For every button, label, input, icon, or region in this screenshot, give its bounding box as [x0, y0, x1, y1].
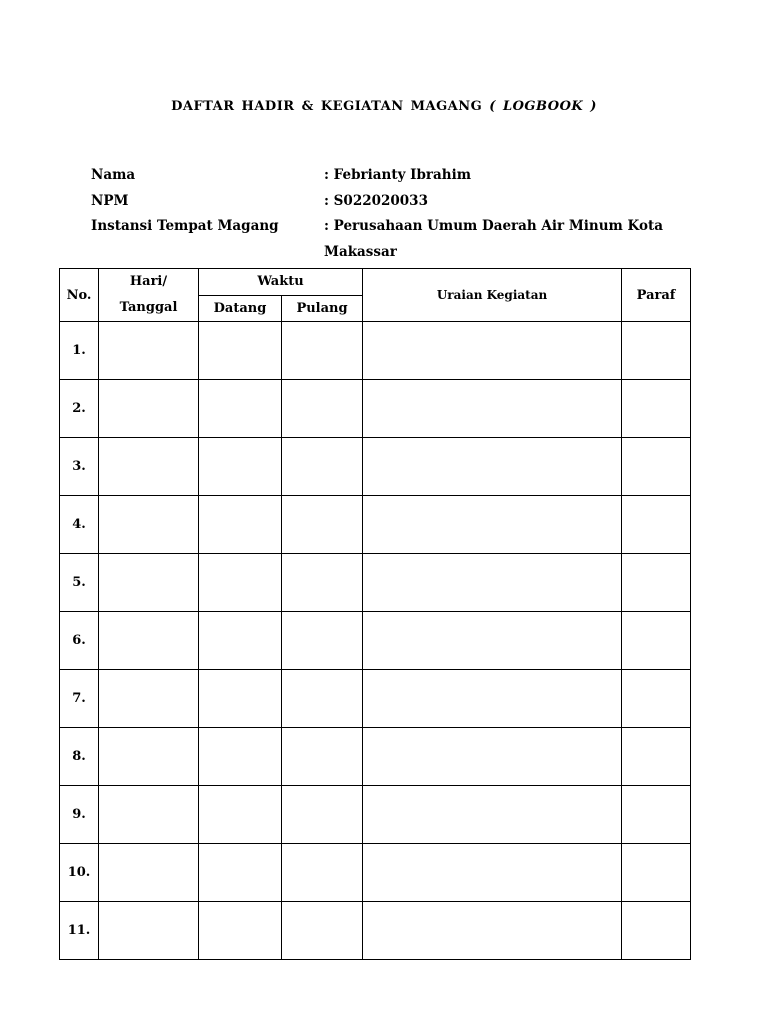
table-row — [60, 902, 691, 960]
cell-datang[interactable] — [199, 844, 282, 902]
table-row — [60, 786, 691, 844]
cell-paraf[interactable] — [622, 844, 691, 902]
cell-paraf[interactable] — [622, 612, 691, 670]
cell-uraian-kegiatan[interactable] — [363, 844, 622, 902]
cell-datang[interactable] — [199, 496, 282, 554]
cell-pulang[interactable] — [282, 786, 363, 844]
info-value: : Febrianty Ibrahim — [324, 167, 471, 183]
cell-paraf[interactable] — [622, 554, 691, 612]
row-number: 1. — [60, 322, 99, 380]
cell-pulang[interactable] — [282, 380, 363, 438]
header-no: No. — [60, 269, 99, 322]
info-row-npm — [91, 189, 701, 215]
cell-paraf[interactable] — [622, 322, 691, 380]
cell-pulang[interactable] — [282, 728, 363, 786]
header-uraian-kegiatan: Uraian Kegiatan — [363, 269, 622, 322]
cell-hari-tanggal[interactable] — [99, 844, 199, 902]
cell-hari-tanggal[interactable] — [99, 554, 199, 612]
cell-hari-tanggal[interactable] — [99, 786, 199, 844]
cell-paraf[interactable] — [622, 902, 691, 960]
cell-uraian-kegiatan[interactable] — [363, 380, 622, 438]
cell-uraian-kegiatan[interactable] — [363, 786, 622, 844]
header-hari: Hari/ — [129, 274, 168, 289]
info-row-nama — [91, 163, 701, 189]
cell-uraian-kegiatan[interactable] — [363, 322, 622, 380]
cell-datang[interactable] — [199, 612, 282, 670]
table-row — [60, 670, 691, 728]
cell-hari-tanggal[interactable] — [99, 728, 199, 786]
cell-paraf[interactable] — [622, 786, 691, 844]
header-waktu: Waktu — [199, 269, 363, 296]
table-row — [60, 380, 691, 438]
cell-datang[interactable] — [199, 380, 282, 438]
title-sub: ( LOGBOOK ) — [489, 99, 597, 114]
cell-uraian-kegiatan[interactable] — [363, 670, 622, 728]
row-number: 4. — [60, 496, 99, 554]
cell-uraian-kegiatan[interactable] — [363, 902, 622, 960]
info-value: : Perusahaan Umum Daerah Air Minum Kota Makassar — [324, 218, 663, 260]
cell-datang[interactable] — [199, 438, 282, 496]
cell-datang[interactable] — [199, 554, 282, 612]
table-row — [60, 322, 691, 380]
cell-hari-tanggal[interactable] — [99, 380, 199, 438]
row-number: 6. — [60, 612, 99, 670]
table-row — [60, 438, 691, 496]
table-row — [60, 612, 691, 670]
cell-uraian-kegiatan[interactable] — [363, 496, 622, 554]
row-number: 9. — [60, 786, 99, 844]
header-paraf: Paraf — [622, 269, 691, 322]
cell-datang[interactable] — [199, 902, 282, 960]
table-row — [60, 728, 691, 786]
cell-hari-tanggal[interactable] — [99, 496, 199, 554]
cell-datang[interactable] — [199, 728, 282, 786]
cell-hari-tanggal[interactable] — [99, 322, 199, 380]
table-header — [60, 269, 691, 322]
table-row — [60, 496, 691, 554]
table-body — [60, 322, 691, 960]
info-row-instansi — [91, 214, 701, 265]
cell-hari-tanggal[interactable] — [99, 902, 199, 960]
cell-uraian-kegiatan[interactable] — [363, 728, 622, 786]
table-row — [60, 844, 691, 902]
cell-paraf[interactable] — [622, 728, 691, 786]
cell-uraian-kegiatan[interactable] — [363, 438, 622, 496]
page-title — [0, 99, 768, 114]
info-label: Nama — [91, 167, 136, 183]
header-hari-tanggal — [99, 269, 199, 322]
header-datang: Datang — [199, 295, 282, 322]
row-number: 7. — [60, 670, 99, 728]
row-number: 8. — [60, 728, 99, 786]
cell-uraian-kegiatan[interactable] — [363, 554, 622, 612]
header-pulang: Pulang — [282, 295, 363, 322]
row-number: 10. — [60, 844, 99, 902]
info-label: NPM — [91, 192, 129, 209]
cell-datang[interactable] — [199, 670, 282, 728]
table-row — [60, 554, 691, 612]
cell-paraf[interactable] — [622, 380, 691, 438]
student-info — [91, 163, 701, 265]
header-tanggal: Tanggal — [119, 300, 178, 315]
cell-pulang[interactable] — [282, 902, 363, 960]
row-number: 3. — [60, 438, 99, 496]
cell-hari-tanggal[interactable] — [99, 612, 199, 670]
logbook-table — [59, 268, 691, 960]
cell-paraf[interactable] — [622, 438, 691, 496]
cell-datang[interactable] — [199, 322, 282, 380]
cell-uraian-kegiatan[interactable] — [363, 612, 622, 670]
info-value: : S022020033 — [324, 192, 428, 209]
info-label: Instansi Tempat Magang — [91, 218, 279, 234]
row-number: 5. — [60, 554, 99, 612]
cell-hari-tanggal[interactable] — [99, 670, 199, 728]
cell-pulang[interactable] — [282, 612, 363, 670]
cell-pulang[interactable] — [282, 496, 363, 554]
cell-pulang[interactable] — [282, 438, 363, 496]
cell-hari-tanggal[interactable] — [99, 438, 199, 496]
cell-pulang[interactable] — [282, 322, 363, 380]
title-main: DAFTAR HADIR & KEGIATAN MAGANG — [171, 99, 490, 114]
cell-pulang[interactable] — [282, 844, 363, 902]
cell-paraf[interactable] — [622, 496, 691, 554]
cell-pulang[interactable] — [282, 554, 363, 612]
row-number: 11. — [60, 902, 99, 960]
row-number: 2. — [60, 380, 99, 438]
cell-datang[interactable] — [199, 786, 282, 844]
cell-pulang[interactable] — [282, 670, 363, 728]
cell-paraf[interactable] — [622, 670, 691, 728]
